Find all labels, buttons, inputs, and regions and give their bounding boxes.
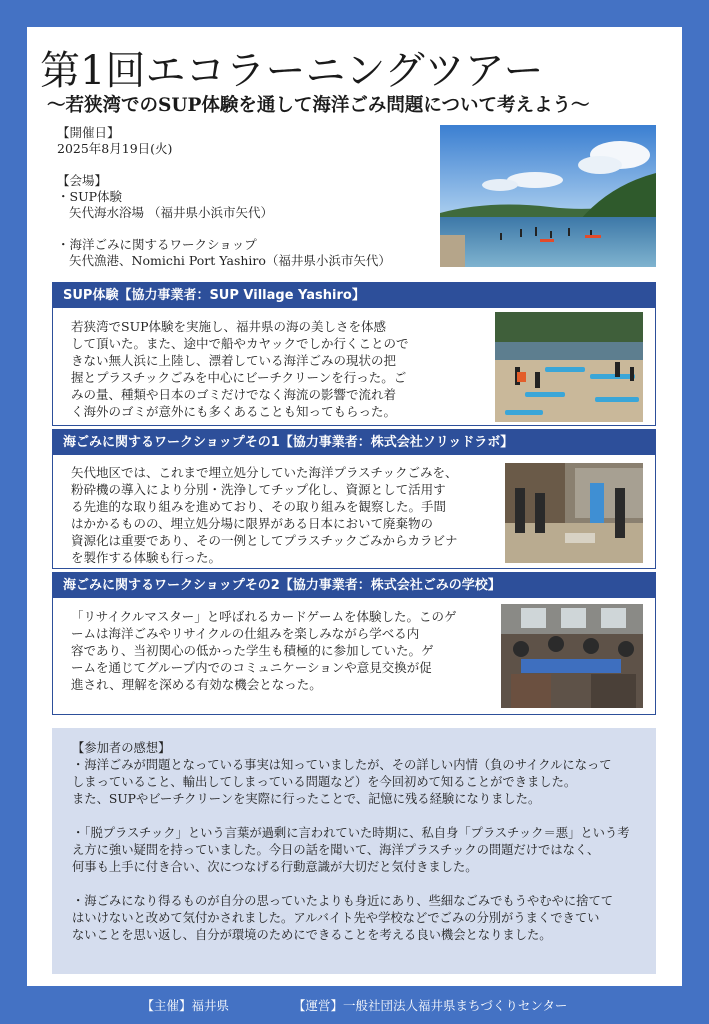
section-body [71, 608, 457, 693]
section-heading: SUP体験【協力事業者：SUP Village Yashiro】 [53, 283, 655, 308]
photo-card-game [501, 604, 643, 708]
body-line: 粉砕機の導入により分別・洗浄してチップ化し、資源として活用す [71, 482, 446, 497]
section-heading: 海ごみに関するワークショップその1【協力事業者：株式会社ソリッドラボ】 [53, 430, 655, 455]
date-value: 2025年8月19日(火) [57, 141, 173, 156]
impression-line: ・「脱プラスチック」という言葉が過剰に言われていた時期に、私自身「プラスチック＝悪」という考 [72, 826, 630, 840]
body-line: みの量、種類や日本のゴミだけでなく海流の影響で流れ着 [71, 387, 397, 402]
body-line: 握とプラスチックごみを中心にビーチクリーンを行った。ご [71, 370, 407, 385]
page-title: 第1回エコラーニングツアー [40, 48, 544, 94]
section-body [71, 318, 409, 420]
participant-impressions [52, 728, 656, 974]
photo-plastic-recycling [505, 463, 643, 563]
card-game-photo-image [501, 604, 643, 708]
footer [0, 996, 709, 1014]
impression-line: え方に強い疑問を持っていました。今日の話を聞いて、海洋プラスチックの問題だけではなく、 [72, 843, 600, 857]
body-line: 容であり、当初関心の低かった学生も積極的に参加していた。ゲ [71, 643, 434, 658]
impressions-label: 【参加者の感想】 [72, 741, 171, 755]
body-line: ームは海洋ごみやリサイクルの仕組みを楽しみながら学べる内 [71, 626, 420, 641]
impression-line: ないことを思い返し、自分が環境のためにできることを考える良い機会となりました。 [72, 928, 552, 942]
photo-beach-sup [495, 312, 643, 422]
venue2-name: ・海洋ごみに関するワークショップ [57, 237, 257, 252]
section-sup [52, 282, 656, 426]
impression-line: ・海洋ごみが問題となっている事実は知っていましたが、その詳しい内情（負のサイクルになって [72, 758, 612, 772]
venue1-name: ・SUP体験 [57, 189, 123, 204]
body-line: 「リサイクルマスター」と呼ばれるカードゲームを体験した。このゲ [71, 609, 457, 624]
venue-label: 【会場】 [57, 173, 108, 188]
section-workshop-2 [52, 572, 656, 715]
recycling-photo-image [505, 463, 643, 563]
body-line: 資源化は重要であり、その一例としてプラスチックごみからカラビナ [71, 533, 458, 548]
event-info [57, 125, 437, 269]
beach-photo-image [495, 312, 643, 422]
footer-operator: 【運営】一般社団法人福井県まちづくりセンター [293, 998, 568, 1013]
section-heading: 海ごみに関するワークショップその2【協力事業者：株式会社ごみの学校】 [53, 573, 655, 598]
page-subtitle: ～若狭湾でのSUP体験を通して海洋ごみ問題について考えよう～ [47, 95, 590, 116]
hero-photo-sea [440, 125, 656, 267]
body-line: 若狭湾でSUP体験を実施し、福井県の海の美しさを体感 [71, 319, 387, 334]
impression-line: しまっていること、輸出してしまっている問題など）を今回初めて知ることができました。 [72, 775, 577, 789]
impression-line: また、SUPやビーチクリーンを実際に行ったことで、記憶に残る経験になりました。 [72, 792, 541, 806]
body-line: ームを通じてグループ内でのコミュニケーションや意見交換が促 [71, 660, 432, 675]
section-workshop-1 [52, 429, 656, 569]
body-line: を製作する体験も行った。 [71, 550, 222, 565]
venue1-place: 矢代海水浴場 （福井県小浜市矢代） [69, 205, 273, 220]
footer-organizer: 【主催】福井県 [141, 998, 230, 1013]
body-line: る先進的な取り組みを進めており、その取り組みを観察した。手間 [71, 499, 447, 514]
sea-sup-photo-image [440, 125, 656, 267]
date-label: 【開催日】 [57, 125, 120, 140]
body-line: して頂いた。また、途中で船やカヤックでしか行くことので [71, 336, 409, 351]
body-line: 進され、理解を深める有効な機会となった。 [71, 677, 322, 692]
body-line: 矢代地区では、これまで埋立処分していた海洋プラスチックごみを、 [71, 465, 458, 480]
section-body [71, 464, 458, 566]
venue2-place: 矢代漁港、Nomichi Port Yashiro（福井県小浜市矢代） [69, 253, 391, 268]
body-line: はかかるものの、埋立処分場に限界がある日本において廃棄物の [71, 516, 434, 531]
impression-line: 何事も上手に付き合い、次につなげる行動意識が大切だと気付きました。 [72, 860, 478, 874]
body-line: きない無人浜に上陸し、漂着している海洋ごみの現状の把 [71, 353, 397, 368]
impression-line: はいけないと改めて気付かされました。アルバイト先や学校などでごみの分別がうまくできてい [72, 911, 600, 925]
flyer-page [27, 27, 682, 986]
impression-line: ・海ごみになり得るものが自分の思っていたよりも身近にあり、些細なごみでもうやむやに捨てて [72, 894, 614, 908]
body-line: く海外のゴミが意外にも多くあることも知ってもらった。 [71, 404, 397, 419]
